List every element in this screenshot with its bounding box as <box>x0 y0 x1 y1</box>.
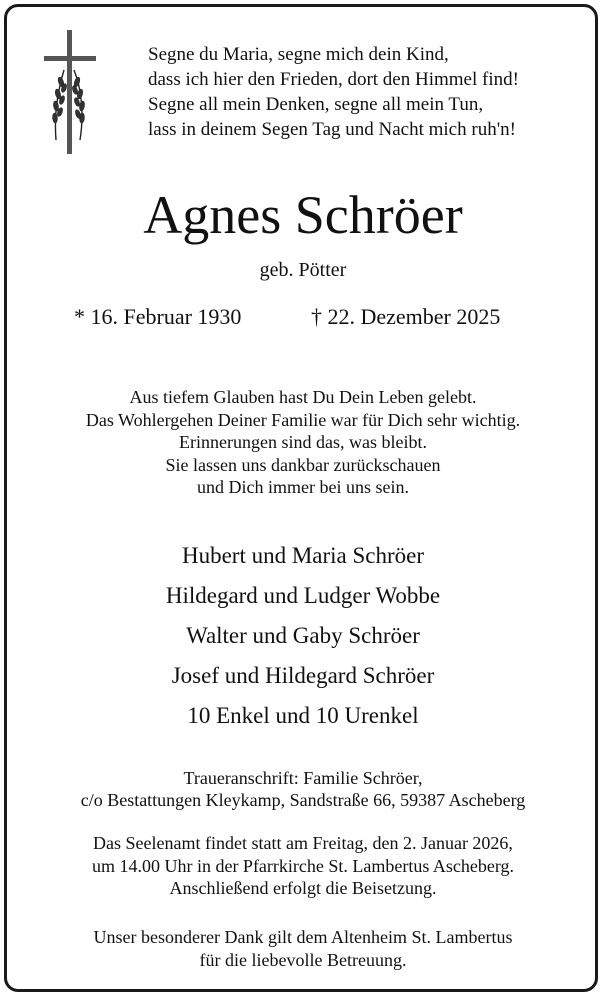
service-line: Anschließend erfolgt die Beisetzung. <box>169 878 437 898</box>
poem-line: lass in deinem Segen Tag und Nacht mich ruh'n! <box>148 119 516 140</box>
service-info <box>0 832 606 900</box>
address-line: Traueranschrift: Familie Schröer, <box>183 768 423 788</box>
memorial-verse <box>0 386 606 499</box>
service-line: Das Seelenamt findet statt am Freitag, den 2. Januar 2026, <box>93 833 513 853</box>
verse-line: Erinnerungen sind das, was bleibt. <box>179 432 427 452</box>
verse-line: Aus tiefem Glauben hast Du Dein Leben gelebt. <box>129 387 477 407</box>
blessing-poem <box>148 42 519 142</box>
cross-with-wheat-icon <box>44 30 96 156</box>
thanks-note <box>0 926 606 971</box>
thanks-line: für die liebevolle Betreuung. <box>199 949 407 970</box>
birth-date: * 16. Februar 1930 <box>74 304 242 329</box>
death-date: † 22. Dezember 2025 <box>311 304 501 329</box>
verse-line: Das Wohlergehen Deiner Familie war für Dich sehr wichtig. <box>85 409 521 430</box>
family-member: 10 Enkel und 10 Urenkel <box>187 703 419 728</box>
family-member: Josef und Hildegard Schröer <box>171 663 435 688</box>
poem-line: dass ich hier den Frieden, dort den Himmel find! <box>148 69 519 90</box>
poem-line: Segne du Maria, segne mich dein Kind, <box>148 44 449 65</box>
address-line: c/o Bestattungen Kleykamp, Sandstraße 66, 59387 Ascheberg <box>80 790 526 810</box>
birth-name: geb. Pötter <box>259 259 347 281</box>
mourning-address <box>0 767 606 811</box>
family-member: Hildegard und Ludger Wobbe <box>165 583 441 608</box>
thanks-line: Unser besonderer Dank gilt dem Altenheim St. Lambertus <box>93 927 513 947</box>
poem-line: Segne all mein Denken, segne all mein Tun, <box>148 94 484 115</box>
service-line: um 14.00 Uhr in der Pfarrkirche St. Lambertus Ascheberg. <box>91 855 515 876</box>
deceased-name: Agnes Schröer <box>143 185 463 245</box>
verse-line: und Dich immer bei uns sein. <box>197 477 409 497</box>
family-member: Walter und Gaby Schröer <box>186 623 420 648</box>
family-list <box>0 536 606 736</box>
verse-line: Sie lassen uns dankbar zurückschauen <box>165 454 441 475</box>
family-member: Hubert und Maria Schröer <box>181 543 425 568</box>
